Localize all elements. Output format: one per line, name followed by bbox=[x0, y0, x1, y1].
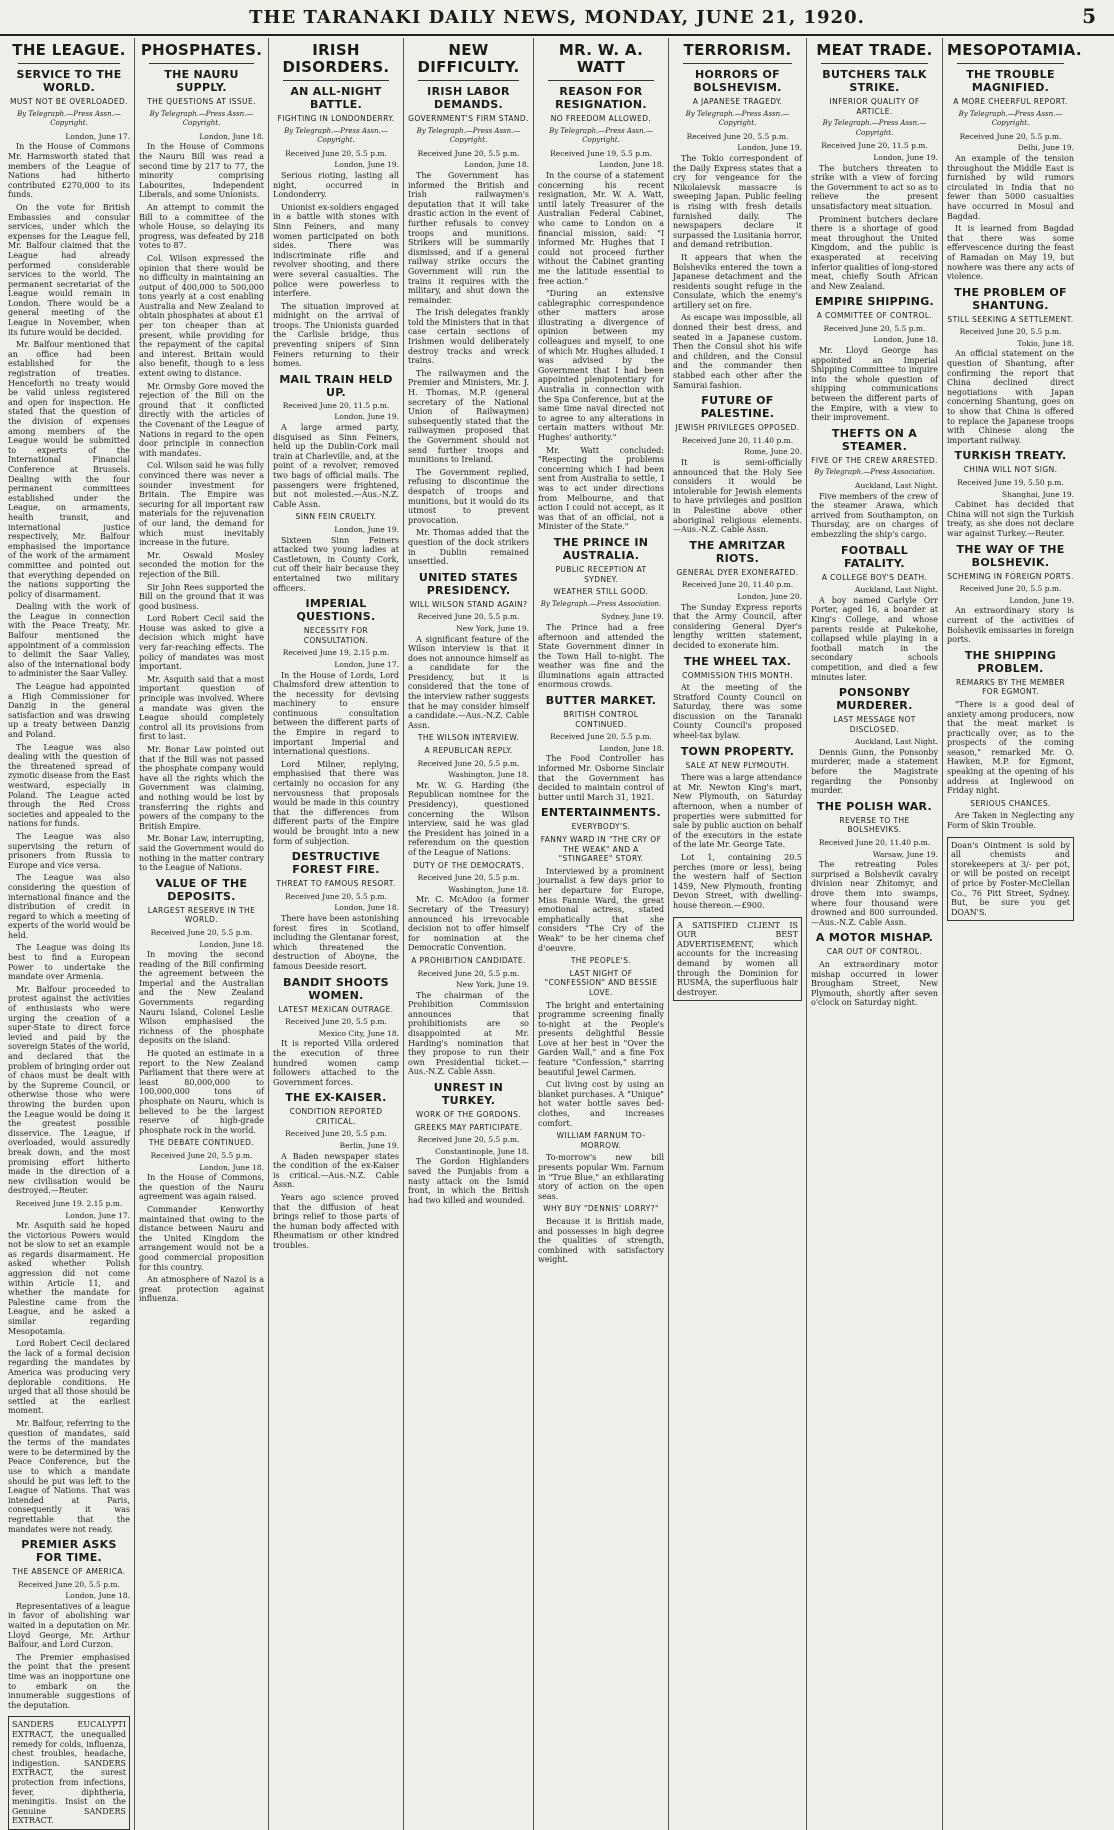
divider bbox=[283, 80, 389, 81]
paragraph: The Prince had a free afternoon and attended the State Government dinner in the Town Hall to-night. The weather was fine and the illuminations again attracted enormous crowds. bbox=[538, 622, 664, 690]
dateline: London, June 20. bbox=[737, 591, 802, 601]
paragraph: He quoted an estimate in a report to the New Zealand Parliament that there were at least 80,000,000 to 100,000,000 tons of phosphate on Nauru, which is believed to be the largest reserve of high-grade phosphate rock in the world. bbox=[139, 1049, 264, 1135]
dateline: London, June 17. bbox=[65, 131, 130, 141]
paragraph: Mr. Thomas added that the question of the dock strikers in Dublin remained unsettled. bbox=[408, 528, 529, 567]
section-label: MUST NOT BE OVERLOADED. bbox=[10, 97, 128, 106]
dateline: Auckland, Last Night. bbox=[855, 585, 938, 595]
dateline: London, June 19. bbox=[334, 160, 399, 170]
section-label: JEWISH PRIVILEGES OPPOSED. bbox=[675, 423, 800, 433]
dateline: Berlin, June 19. bbox=[339, 1141, 399, 1151]
subheadline: THEFTS ON A STEAMER. bbox=[831, 426, 918, 453]
paragraph: The Premier emphasised the point that the present time was an inopportune one to embark on the innumerable suggestions of the deputation. bbox=[8, 1652, 130, 1710]
subheadline: BANDIT SHOOTS WOMEN. bbox=[283, 975, 389, 1002]
received-time: Received June 20, 5.5 p.m. bbox=[285, 1129, 387, 1139]
section-label: LATEST MEXICAN OUTRAGE. bbox=[278, 1004, 394, 1014]
paragraph: An extraordinary motor mishap occurred in lower Brougham Street, New Plymouth, shortly after seven o'clock on Saturday night. bbox=[811, 959, 938, 1008]
dateline: Shanghai, June 19. bbox=[1002, 489, 1074, 499]
section-label: DUTY OF THE DEMOCRATS. bbox=[413, 860, 524, 870]
paragraph: The Food Controller has informed Mr. Osborne Sinclair that the Government has decided to maintain control of butter until March 31, 1921. bbox=[538, 754, 664, 802]
subheadline: THE PROBLEM OF SHANTUNG. bbox=[954, 285, 1067, 312]
paragraph: In moving the second reading of the Bill confirming the agreement between the Imperial and the Australian and the New Zealand Governments regarding Nauru Island, Colonel Leslie Wilson emphasised the richness of the phosphate deposits on the island. bbox=[139, 950, 264, 1046]
dateline: Constantinople, June 18. bbox=[435, 1146, 529, 1156]
dateline: London, June 18. bbox=[334, 903, 399, 913]
dateline: London, June 17. bbox=[65, 1210, 130, 1220]
section-label: A MORE CHEERFUL REPORT. bbox=[953, 97, 1068, 106]
subheadline: THE AMRITZAR RIOTS. bbox=[689, 538, 786, 565]
paragraph: The bright and entertaining programme screening finally to-night at the People's presents delightful Bessie Love at her best in "Over the Garden Wall," and a fine Fox feature "Confession," starring beautiful Jewel Carmen. bbox=[538, 1000, 664, 1077]
subheadline: ENTERTAINMENTS. bbox=[541, 806, 661, 820]
paragraph: It appears that when the Bolsheviks entered the town a Japanese detachment and the residents sought refuge in the Consulate, which the enemy's artillery set on fire. bbox=[673, 252, 802, 310]
received-time: Received June 20, 11.40 p.m. bbox=[681, 435, 794, 445]
section-label: CAR OUT OF CONTROL. bbox=[826, 947, 923, 957]
section-label: FIGHTING IN LONDONDERRY. bbox=[277, 114, 395, 123]
headline: MR. W. A. WATT bbox=[558, 41, 644, 76]
wire-credit: By Telegraph.—Press Assn.—Copyright. bbox=[549, 126, 653, 145]
subheadline: VALUE OF THE DEPOSITS. bbox=[155, 876, 248, 903]
dateline: London, June 19. bbox=[737, 143, 802, 153]
section-label: LARGEST RESERVE IN THE WORLD. bbox=[147, 905, 256, 925]
paragraph: Lord Robert Cecil said the House was asked to give a decision which might have very far-reaching effects. The policy of mandates was most important. bbox=[139, 614, 264, 672]
wire-credit: By Telegraph.—Press Association. bbox=[540, 599, 662, 608]
divider bbox=[149, 63, 254, 64]
headline: NEW DIFFICULTY. bbox=[417, 41, 520, 76]
dateline: London, June 19. bbox=[873, 152, 938, 162]
column-5 bbox=[534, 38, 669, 1830]
section-label: FIVE OF THE CREW ARRESTED. bbox=[811, 455, 938, 465]
section-label: BRITISH CONTROL CONTINUED. bbox=[563, 710, 639, 729]
divider bbox=[18, 63, 120, 64]
received-time: Received June 20, 11.5 p.m. bbox=[282, 400, 390, 410]
section-label: SALE AT NEW PLYMOUTH. bbox=[685, 760, 790, 770]
section-label: WHY BUY "DENNIS' LORRY?" bbox=[543, 1204, 659, 1214]
section-label: INFERIOR QUALITY OF ARTICLE. bbox=[829, 97, 920, 116]
paragraph: Representatives of a league in favor of abolishing war waited in a deputation on Mr. Lloyd George, Mr. Arthur Balfour, and Lord Curzon. bbox=[8, 1601, 130, 1650]
received-time: Received June 20, 5.5 p.m. bbox=[150, 927, 253, 937]
advertisement: Doan's Ointment is sold by all chemists and storekeepers at 3/- per pot, or will be posted on receipt of price by Foster-McClellan Co., 76 Pitt Street, Sydney. But, be sure you get DOAN'S. bbox=[947, 837, 1074, 922]
paragraph: On the vote for British Embassies and consular services, under which the expenses for the League fell, Mr. Balfour claimed that the League had already performed considerable services to the world. The permanent secretariat of the League would remain in London. There would be a general meeting of the League in November, when its future would be decided. bbox=[8, 202, 130, 337]
paragraph: At the meeting of the Stratford County Council on Saturday, there was some discussion on the Taranaki County Council's proposed wheel-tax bylaw. bbox=[673, 683, 802, 741]
received-time: Received June 20, 5.5 p.m. bbox=[417, 148, 520, 158]
paragraph: The Government has informed the British and Irish railwaymen's deputation that it will take drastic action in the event of further refusals to convey troops and munitions. Strikers will be summarily dismissed, and if a general railway strike occurs the Government will run the trains it requires with the military, and shut down the remainder. bbox=[408, 170, 529, 305]
wire-credit: By Telegraph.—Press Assn.—Copyright. bbox=[685, 109, 790, 128]
paragraph: The Sunday Express reports that the Army Council, after considering General Dyer's lengthy written statement, decided to exonerate him. bbox=[673, 602, 802, 650]
headline: MEAT TRADE. bbox=[816, 41, 933, 59]
received-time: Received June 20, 5.5 p.m. bbox=[686, 131, 789, 141]
dateline: Washington, June 18. bbox=[448, 884, 529, 894]
received-time: Received June 19, 5.5 p.m. bbox=[550, 148, 652, 158]
paragraph: Because it is British made, and possesses in high degree the qualities of strength, combined with satisfactory weight. bbox=[538, 1216, 664, 1265]
paragraph: Mr. Oswald Mosley seconded the motion for the rejection of the Bill. bbox=[139, 550, 264, 579]
paragraph: Mr. Balfour, referring to the question of mandates, said the terms of the mandates were to be determined by the Peace Conference, but the use to which a mandate should be put was left to the League of Nations. That was intended at Paris, consequently it was regrettable that the mandates were not ready. bbox=[8, 1418, 130, 1534]
headline: MESOPOTAMIA. bbox=[947, 41, 1082, 59]
column-4 bbox=[404, 38, 534, 1830]
received-time: Received June 20, 5.5 p.m. bbox=[417, 968, 520, 978]
subheadline: REASON FOR RESIGNATION. bbox=[555, 85, 647, 111]
subheadline: PONSONBY MURDERER. bbox=[836, 686, 913, 713]
received-time: Received June 20, 5.5 p.m. bbox=[959, 584, 1062, 594]
paragraph: A large armed party, disguised as Sinn Feiners, held up the Dublin-Cork mail train at Charleville, and, at the point of a revolver, removed two bags of official mails. The passengers were frightened, but not molested.—Aus.-N.Z. Cable Assn. bbox=[273, 423, 399, 509]
paragraph: "There is a good deal of anxiety among producers, now that the meat market is practically over, as to the prospects of the coming season," remarked Mr. O. Hawken, M.P. for Egmont, speaking at the opening of his address at Inglewood on Friday night. bbox=[947, 699, 1074, 796]
section-label: PUBLIC RECEPTION AT SYDNEY. bbox=[555, 564, 647, 584]
dateline: Washington, June 18. bbox=[448, 770, 529, 780]
subheadline: THE PRINCE IN AUSTRALIA. bbox=[553, 535, 649, 562]
dateline: London, June 17. bbox=[334, 659, 399, 669]
paragraph: A boy named Carlyle Orr Porter, aged 16, a boarder at King's College, and whose parents reside at Pukekohe, collapsed while playing in a football match in the secondary schools competition, and died a few minutes later. bbox=[811, 595, 938, 682]
dateline: London, June 18. bbox=[65, 1591, 130, 1601]
column-2 bbox=[135, 38, 269, 1830]
subheadline: THE WHEEL TAX. bbox=[683, 654, 792, 668]
dateline: Sydney, June 19. bbox=[601, 612, 664, 622]
column-3 bbox=[269, 38, 404, 1830]
advertisement: SANDERS EUCALYPTI EXTRACT, the unequalled remedy for colds, influenza, chest troubles, headache, indigestion. SANDERS EXTRACT, the surest protection from infections, fever, diphtheria, meningitis. Insist on the Genuine SANDERS EXTRACT. bbox=[8, 1716, 130, 1830]
section-label: FANNY WARD IN "THE CRY OF THE WEAK" AND A "STINGAREE" STORY. bbox=[540, 835, 662, 864]
paragraph: Mr. Lloyd George has appointed an Imperial Shipping Committee to inquire into the whole question of shipping communications between the different parts of the Empire, with a view to their improvement. bbox=[811, 346, 938, 423]
paragraph: Mr. Ormsby Gore moved the rejection of the Bill on the ground that it conflicted directly with the articles of the Covenant of the League of Nations in regard to the open door principle in connection with mandates. bbox=[139, 381, 264, 458]
divider bbox=[683, 63, 792, 64]
section-label: THE DEBATE CONTINUED. bbox=[148, 1138, 255, 1148]
paragraph: Serious rioting, lasting all night, occurred in Londonderry. bbox=[273, 170, 399, 200]
paragraph: The League was also considering the question of international finance and the distribution of credit in regard to which a meeting of experts of the world would be held. bbox=[8, 873, 130, 940]
paragraph: Unionist ex-soldiers engaged in a battle with stones with Sinn Feiners, and many women participated on both sides. There was indiscriminate rifle and revolver shooting, and there were several casualties. The police were powerless to interfere. bbox=[273, 202, 399, 299]
paragraph: An atmosphere of Nazol is a great protection against influenza. bbox=[139, 1275, 264, 1304]
received-time: Received June 20, 5.5 p.m. bbox=[417, 1135, 520, 1145]
dateline: London, June 18. bbox=[464, 160, 529, 170]
section-label: THE WILSON INTERVIEW. bbox=[417, 733, 520, 743]
subheadline: THE EX-KAISER. bbox=[285, 1091, 387, 1105]
section-label: NECESSITY FOR CONSULTATION. bbox=[303, 626, 369, 645]
wire-credit: By Telegraph.—Press Assn.—Copyright. bbox=[958, 109, 1063, 128]
received-time: Received June 19. 2.15 p.m. bbox=[15, 1198, 123, 1208]
dateline: Mexico City, June 18. bbox=[318, 1028, 399, 1038]
subheadline: UNREST IN TURKEY. bbox=[433, 1081, 504, 1108]
subheadline: THE NAURU SUPPLY. bbox=[164, 68, 239, 94]
subheadline: EMPIRE SHIPPING. bbox=[814, 295, 935, 309]
subheadline: FUTURE OF PALESTINE. bbox=[700, 394, 775, 421]
paragraph: Five members of the crew of the steamer Arawa, which arrived from Southampton, on Thursday, are on charges of embezzling the ship's cargo. bbox=[811, 491, 938, 539]
subheadline: IRISH LABOR DEMANDS. bbox=[427, 85, 510, 111]
masthead bbox=[0, 0, 1114, 36]
subheadline: THE SHIPPING PROBLEM. bbox=[964, 648, 1057, 675]
received-time: Received June 20, 5.5 p.m. bbox=[18, 1579, 120, 1589]
received-time: Received June 20, 11.40 p.m. bbox=[818, 838, 931, 848]
section-label: LAST NIGHT OF "CONFESSION" AND BESSIE LOVE. bbox=[544, 968, 658, 997]
received-time: Received June 20, 5.5 p.m. bbox=[959, 327, 1062, 337]
section-label: THE QUESTIONS AT ISSUE. bbox=[147, 97, 256, 106]
dateline: Rome, June 20. bbox=[744, 447, 802, 457]
received-time: Received June 20, 5.5 p.m. bbox=[150, 1150, 253, 1160]
section-label: THE PEOPLE'S. bbox=[570, 956, 632, 966]
subheadline: SERVICE TO THE WORLD. bbox=[16, 68, 122, 94]
section-label: A JAPANESE TRAGEDY. bbox=[692, 97, 783, 106]
received-time: Received June 20, 5.5 p.m. bbox=[823, 323, 926, 333]
paragraph: The League had appointed a High Commissioner for Danzig in the general satisfaction and was drawing up a treaty between Danzig and Poland. bbox=[8, 682, 130, 739]
dateline: Auckland, Last Night. bbox=[855, 481, 938, 490]
paragraph: In the House of Lords, Lord Chalmsford drew attention to the necessity for devising machinery to ensure continuous consultation between the different parts of the Empire in regard to important Imperial and international questions. bbox=[273, 670, 399, 757]
paragraph: Mr. Bonar Law, interrupting, said the Government would do nothing in the matter contrary to the League of Nations. bbox=[139, 834, 264, 873]
paragraph: The Gordon Highlanders saved the Punjabis from a nasty attack on the Ismid front, in which the British had two killed and wounded. bbox=[408, 1157, 529, 1205]
section-label: CONDITION REPORTED CRITICAL. bbox=[289, 1107, 383, 1126]
paragraph: The Tokio correspondent of the Daily Express states that a cry for vengeance for the Nikolaievsk massacre is sweeping Japan. Public feeling is rising with fresh details furnished daily. The newspapers declare it surpassed the Lusitania horror, and demand retribution. bbox=[673, 153, 802, 250]
section-label: REMARKS BY THE MEMBER FOR EGMONT. bbox=[955, 677, 1066, 697]
paragraph: Cabinet has decided that China will not sign the Turkish treaty, as she does not declare war against Turkey.—Reuter. bbox=[947, 500, 1074, 538]
paragraph: The Irish delegates frankly told the Ministers that in that case certain sections of Irishmen would deliberately destroy tracks and wreck trains. bbox=[408, 308, 529, 366]
headline: THE LEAGUE. bbox=[12, 41, 126, 59]
paragraph: The situation improved at midnight on the arrival of troops. The Unionists guarded the Carlisle bridge, thus preventing snipers of Sinn Feiners returning to their homes. bbox=[273, 301, 399, 369]
dateline: New York, June 19. bbox=[456, 980, 529, 990]
dateline: New York, June 19. bbox=[456, 623, 529, 633]
paragraph: The retreating Poles surprised a Bolshevik cavalry division near Zhitomyr, and drove them into swamps, where four thousand were drowned and 800 surrounded.—Aus.-N.Z. Cable Assn. bbox=[811, 860, 938, 927]
dateline: London, June 19. bbox=[334, 524, 399, 534]
received-time: Received June 19, 5.50 p.m. bbox=[957, 478, 1064, 487]
dateline: London, June 18. bbox=[199, 131, 264, 141]
paragraph: Dennis Gunn, the Ponsonby murderer, made a statement before the Magistrate regarding the Ponsonby murder. bbox=[811, 747, 938, 796]
paragraph: Are Taken in Neglecting any Form of Skin Trouble. bbox=[947, 811, 1074, 831]
section-label: WORK OF THE GORDONS. bbox=[415, 1110, 522, 1120]
received-time: Received June 20, 11.40 p.m. bbox=[681, 580, 794, 590]
headline: PHOSPHATES. bbox=[140, 41, 263, 59]
dateline: London, June 19. bbox=[334, 412, 399, 422]
paragraph: Mr. Balfour mentioned that an office had been established for the registration of treaties. Henceforth no treaty would be valid unless registered and open for inspection. He stated that the question of the division of expenses among members of the League would be submitted to experts of the International Financial Conference at Brussels. Dealing with the four permanent committees established under the League, on armaments, health transit, and international justice respectively, Mr. Balfour emphasised the importance of the work of the armament committee and pointed out that everything depended on the nations supporting the policy of disarmament. bbox=[8, 340, 130, 599]
received-time: Received June 20, 5.5 p.m. bbox=[285, 148, 387, 158]
subheadline: TURKISH TREATY. bbox=[954, 449, 1067, 463]
received-time: Received June 20, 5.5 p.m. bbox=[959, 131, 1062, 141]
wire-credit: By Telegraph.—Press Association. bbox=[814, 468, 935, 477]
subheadline: TOWN PROPERTY. bbox=[680, 744, 795, 758]
paragraph: To-morrow's new bill presents popular Wm. Farnum in "True Blue," an exhilarating story of action on the open seas. bbox=[538, 1153, 664, 1201]
subheadline: BUTCHERS TALK STRIKE. bbox=[822, 68, 927, 94]
paragraph: An attempt to commit the Bill to a committee of the whole House, so delaying its progress, was defeated by 218 votes to 87. bbox=[139, 202, 264, 251]
paragraph: Col. Wilson said he was fully convinced there was never a sounder investment for Britain. The Empire was securing for all important raw materials for the rejuvenation of our land, the demand for which must inevitably increase in the future. bbox=[139, 461, 264, 548]
divider bbox=[548, 80, 654, 81]
section-label: GOVERNMENT'S FIRM STAND. bbox=[408, 114, 529, 123]
dateline: Tokio, June 18. bbox=[1017, 338, 1074, 348]
paragraph: Dealing with the work of the League in connection with the Peace Treaty, Mr. Balfour mentioned the appointment of a commission to delimit the Saar Valley, also of the international body to administer the Saar Valley. bbox=[8, 602, 130, 679]
received-time: Received June 20, 5.5 p.m. bbox=[285, 1017, 387, 1027]
section-label: A REPUBLICAN REPLY. bbox=[424, 746, 513, 756]
dateline: London, June 18. bbox=[199, 939, 264, 949]
wire-credit: By Telegraph.—Press Assn.—Copyright. bbox=[17, 109, 121, 128]
paragraph: Mr. Asquith said that a most important question of principle was involved. Where a mandate was given the League should completely control all its provisions from first to last. bbox=[139, 674, 264, 742]
paragraph: Sir John Rees supported the Bill on the ground that it was good business. bbox=[139, 582, 264, 611]
paragraph: An example of the tension throughout the Middle East is furnished by wild rumors circulated in India that no fewer than 5000 casualties have occurred in Mosul and Bagdad. bbox=[947, 153, 1074, 221]
paragraph: In the course of a statement concerning his recent resignation, Mr. W. A. Watt, until lately Treasurer of the Australian Federal Cabinet, who came to London on a financial mission, said: "I informed Mr. Hughes that I could not proceed further without the Cabinet granting me the latitude essential to free action." bbox=[538, 170, 664, 286]
subheadline: AN ALL-NIGHT BATTLE. bbox=[290, 85, 382, 111]
section-label: SERIOUS CHANCES. bbox=[970, 798, 1051, 808]
section-label: NO FREEDOM ALLOWED. bbox=[550, 114, 652, 123]
wire-credit: By Telegraph.—Press Assn.—Copyright. bbox=[284, 126, 388, 145]
divider bbox=[418, 80, 519, 81]
paragraph: The chairman of the Prohibition Commission announces that prohibitionists are so disappointed at Mr. Harding's nomination that they propose to run their own Presidential ticket.—Aus.-N.Z. Cable Assn. bbox=[408, 990, 529, 1077]
paragraph: In the House of Commons Mr. Harmsworth stated that members of the League of Nations had hitherto contributed £270,000 to its funds. bbox=[8, 142, 130, 200]
column-7 bbox=[807, 38, 943, 1830]
subheadline: UNITED STATES PRESIDENCY. bbox=[418, 570, 519, 597]
paragraph: The butchers threaten to strike with a view of forcing the Government to act so as to relieve the present unsatisfactory meat situation. bbox=[811, 163, 938, 211]
paragraph: Mr. Asquith said he hoped the victorious Powers would not be slow to set an example as regards disarmament. He asked whether Polish aggression did not come within Article 11, and whether the mandate for Palestine came from the League, and he asked a similar regarding Mesopotamia. bbox=[8, 1221, 130, 1336]
paragraph: Mr. C. McAdoo (a former Secretary of the Treasury) announced his irrevocable decision not to offer himself for nomination at the Democratic Convention. bbox=[408, 895, 529, 953]
paragraph: The railwaymen and the Premier and Ministers, Mr. J. H. Thomas, M.P. (general secretary of the National Union of Railwaymen) subsequently stated that the railwaymen proposed that the Government should not send further troops and munitions to Ireland. bbox=[408, 368, 529, 465]
paragraph: It is reported Villa ordered the execution of three hundred women camp followers attached to the Government forces. bbox=[273, 1039, 399, 1087]
paragraph: Sixteen Sinn Feiners attacked two young ladies at Castletown, in County Cork, cut off their hair because they entertained two military officers. bbox=[273, 535, 399, 593]
paragraph: It is learned from Bagdad that there was some effervescence during the feast of Ramadan on May 19, but nowhere was there any acts of violence. bbox=[947, 224, 1074, 282]
paragraph: There have been astonishing forest fires in Scotland, including the Glentanar forest, which threatened the destruction of Aboyne, the famous Deeside resort. bbox=[273, 913, 399, 971]
section-label: SCHEMING IN FOREIGN PORTS. bbox=[947, 571, 1074, 581]
page-number: 5 bbox=[1082, 4, 1096, 28]
paragraph: In the House of Commons, the question of the Nauru agreement was again raised. bbox=[139, 1173, 264, 1202]
section-label: THE ABSENCE OF AMERICA. bbox=[12, 1567, 126, 1577]
section-label: WILLIAM FARNUM TO-MORROW. bbox=[556, 1131, 646, 1150]
dateline: London, June 19. bbox=[1009, 595, 1074, 605]
section-label: THREAT TO FAMOUS RESORT. bbox=[276, 879, 396, 889]
received-time: Received June 20, 5.5 p.m. bbox=[417, 612, 520, 622]
section-label: A COMMITTEE OF CONTROL. bbox=[816, 311, 933, 321]
advertisement: A SATISFIED CLIENT IS OUR BEST ADVERTISEMENT, which accounts for the increasing demand by women all through the Dominion for RUSMA, the superfluous hair destroyer. bbox=[673, 917, 802, 1002]
paragraph: In the House of Commons the Nauru Bill was read a second time by 217 to 77, the minority comprising Labourites, Independent Liberals, and some Unionists. bbox=[139, 142, 264, 200]
paragraph: Interviewed by a prominent journalist a few days prior to her departure for Europe, Miss Fannie Ward, the great emotional actress, stated emphatically that she considers "The Cry of the Weak" to be her cinema chef d'oeuvre. bbox=[538, 866, 664, 953]
divider bbox=[957, 63, 1064, 64]
subheadline: PREMIER ASKS FOR TIME. bbox=[21, 1538, 117, 1565]
paragraph: Cut living cost by using an blanket purchases. A "Unique" hot water bottle saves bed-clothes, and increases comfort. bbox=[538, 1080, 664, 1128]
section-label: REVERSE TO THE BOLSHEVIKS. bbox=[839, 815, 910, 835]
column-8 bbox=[943, 38, 1082, 1830]
section-label: GREEKS MAY PARTICIPATE. bbox=[414, 1122, 523, 1132]
section-label: GENERAL DYER EXONERATED. bbox=[676, 567, 799, 577]
paragraph: The League was also dealing with the question of the threatened spread of zymotic disease from the East westward, especially in Poland. The League acted through the Red Cross societies and appealed to the nations for funds. bbox=[8, 742, 130, 829]
paragraph: Mr. Bonar Law pointed out that if the Bill was not passed the phosphate company would have all the rights which the Government was claiming, and nothing would be lost by transferring the rights and powers of the company to the British Empire. bbox=[139, 745, 264, 831]
dateline: Delhi, June 19. bbox=[1017, 143, 1074, 153]
paragraph: Lot 1, containing 20.5 perches (more or less), being the western half of Section 1459, New Plymouth, fronting Devon Street, with dwelling-house thereon.—£900. bbox=[673, 853, 802, 910]
paragraph: There was a large attendance at Mr. Newton King's mart, New Plymouth, on Saturday afternoon, when a number of properties were submitted for sale by public auction on behalf of the executors in the estate of the late Mr. George Tate. bbox=[673, 773, 802, 850]
paragraph: Commander Kenworthy maintained that owing to the distance between Nauru and the United Kingdom the arrangement would not be a good commercial proposition for this country. bbox=[139, 1204, 264, 1272]
section-label: EVERYBODY'S. bbox=[571, 822, 631, 832]
article-columns bbox=[4, 38, 1110, 1826]
column-6 bbox=[669, 38, 807, 1830]
paragraph: The League was doing its best to find a European Power to undertake the mandate over Armenia. bbox=[8, 943, 130, 982]
paragraph: Mr. Balfour proceeded to protest against the activities of enthusiasts who were urging the creation of a super-State to direct force levied and paid by the sovereign States of the world, and declared that the problem of bringing order out of chaos must be dealt with by the Supreme Council, or otherwise those who were throwing the burden upon the League would be doing it the greatest possible disservice. The League, if overloaded, would assuredly break down, and the most promising effort hitherto made in the direction of a new civilisation would be destroyed.—Reuter. bbox=[8, 984, 130, 1196]
masthead-title: THE TARANAKI DAILY NEWS, MONDAY, JUNE 21, 1920. bbox=[249, 6, 865, 28]
subheadline: THE WAY OF THE BOLSHEVIK. bbox=[956, 542, 1065, 569]
dateline: London, June 18. bbox=[599, 743, 664, 753]
paragraph: Years ago science proved that the diffusion of heat brings relief to those parts of the human body affected with Rheumatism or other kindred troubles. bbox=[273, 1193, 399, 1250]
received-time: Received June 20, 5.5 p.m. bbox=[417, 873, 520, 883]
subheadline: FOOTBALL FATALITY. bbox=[840, 543, 909, 570]
column-1 bbox=[4, 38, 135, 1830]
dateline: Warsaw, June 19. bbox=[872, 849, 938, 859]
paragraph: Mr. Watt concluded: "Respecting the problems concerning which I had been sent from Australia to settle, I was to act under directions from Melbourne, and that action I could not accept, as it was that of an official, not a Minister of the State." bbox=[538, 445, 664, 532]
dateline: London, June 18. bbox=[199, 1162, 264, 1172]
section-label: WILL WILSON STAND AGAIN? bbox=[409, 599, 528, 609]
section-label: A COLLEGE BOY'S DEATH. bbox=[821, 572, 928, 582]
paragraph: An official statement on the question of Shantung, after confirming the report that China declined direct negotiations with Japan concerning Shantung, goes on to show that China is offered to replace the Japanese troops with Chinese along the important railway. bbox=[947, 349, 1074, 445]
section-label: STILL SEEKING A SETTLEMENT. bbox=[947, 314, 1074, 324]
dateline: London, June 18. bbox=[873, 335, 938, 345]
subheadline: THE TROUBLE MAGNIFIED. bbox=[966, 68, 1055, 94]
subheadline: BUTTER MARKET. bbox=[545, 694, 657, 708]
paragraph: A Baden newspaper states the condition of the ex-Kaiser is critical.—Aus.-N.Z. Cable Assn. bbox=[273, 1151, 399, 1190]
paragraph: Mr. W. G. Harding (the Republican nominee for the Presidency), questioned concerning the Wilson interview, said he was glad the President has joined in a referendum on the question of the League of Nations. bbox=[408, 780, 529, 857]
section-label: COMMISSION THIS MONTH. bbox=[682, 670, 793, 680]
subheadline: MAIL TRAIN HELD UP. bbox=[279, 372, 393, 399]
dateline: Auckland, Last Night. bbox=[855, 737, 938, 747]
paragraph: An extraordinary story is current of the activities of Bolshevik emissaries in foreign ports. bbox=[947, 606, 1074, 645]
paragraph: Lord Milner, replying, emphasised that there was certainly no occasion for any nervousness that proposals would be made in this country that the differences from different parts of the Empire would be brought into a new form of subjection. bbox=[273, 759, 399, 846]
headline: TERRORISM. bbox=[683, 41, 792, 59]
wire-credit: By Telegraph.—Press Assn.—Copyright. bbox=[149, 109, 254, 128]
received-time: Received June 19, 2.15 p.m. bbox=[282, 648, 390, 658]
section-label: CHINA WILL NOT SIGN. bbox=[963, 465, 1058, 475]
subheadline: IMPERIAL QUESTIONS. bbox=[296, 597, 376, 624]
section-label: LAST MESSAGE NOT DISCLOSED. bbox=[833, 715, 916, 734]
subheadline: HORRORS OF BOLSHEVISM. bbox=[693, 68, 782, 94]
paragraph: The Government replied, refusing to discontinue the despatch of troops and munitions, but it would do its utmost to prevent provocation. bbox=[408, 467, 529, 525]
received-time: Received June 20, 11.5 p.m. bbox=[821, 141, 928, 151]
divider bbox=[821, 63, 928, 64]
headline: IRISH DISORDERS. bbox=[282, 41, 390, 76]
received-time: Received June 20, 5.5 p.m. bbox=[550, 732, 652, 742]
paragraph: Col. Wilson expressed the opinion that there would be no difficulty in maintaining an output of 400,000 to 500,000 tons yearly at a cost enabling Australia and New Zealand to obtain phosphates at about £1 per ton cheaper than at present, while providing for the repayment of the capital and interest. Britain would also benefit, though to a less extent owing to distance. bbox=[139, 253, 264, 379]
received-time: Received June 20, 5.5 p.m. bbox=[285, 891, 387, 901]
dateline: London, June 18. bbox=[599, 160, 664, 170]
paragraph: It is semi-officially announced that the Holy See considers it would be intolerable for Jewish elements to have privileges and position in Palestine above other aboriginal religious elements.—Aus.-N.Z. Cable Assn. bbox=[673, 458, 802, 535]
wire-credit: By Telegraph.—Press Assn.—Copyright. bbox=[822, 119, 927, 137]
subheadline: DESTRUCTIVE FOREST FIRE. bbox=[291, 850, 381, 877]
subheadline: THE POLISH WAR. bbox=[816, 799, 933, 813]
paragraph: Prominent butchers declare there is a shortage of good meat throughout the United Kingdom, and the public is exasperated at receiving inferior qualities of long-stored meat, chiefly South African and New Zealand. bbox=[811, 214, 938, 291]
section-label: WEATHER STILL GOOD. bbox=[553, 587, 649, 597]
received-time: Received June 20, 5.5 p.m. bbox=[417, 758, 520, 768]
wire-credit: By Telegraph.—Press Assn.—Copyright. bbox=[416, 126, 521, 145]
paragraph: "During an extensive cablegraphic correspondence other matters arose illustrating a divergence of opinion between my colleagues and myself, to one of which Mr. Hughes alluded. I was advised by the Government that I had been appointed plenipotentiary for Australia in connection with the Spa Conference, but at the same time naval directed not to agree to any alterations in certain matters without Mr. Hughes' authority." bbox=[538, 289, 664, 442]
section-label: A PROHIBITION CANDIDATE. bbox=[411, 955, 526, 965]
section-label: SINN FEIN CRUELTY. bbox=[295, 512, 377, 522]
paragraph: Lord Robert Cecil declared the lack of a formal decision regarding the mandates by America was producing very deplorable conditions. He urged that all those should be settled at the earliest moment. bbox=[8, 1339, 130, 1416]
paragraph: A significant feature of the Wilson interview is that it does not announce himself as a candidate for the Presidency, but it is considered that the tone of the interview rather suggests that he may consider himself a candidate.—Aus.-N.Z. Cable Assn. bbox=[408, 634, 529, 730]
paragraph: As escape was impossible, all donned their best dress, and seated in a Japanese custom. Then the Consul shot his wife and children, and the Consul and the commander then stabbed each other after the Samurai fashion. bbox=[673, 313, 802, 390]
subheadline: A MOTOR MISHAP. bbox=[815, 931, 934, 945]
paragraph: The League was also supervising the return of prisoners from Russia to Europe and vice versa. bbox=[8, 831, 130, 870]
